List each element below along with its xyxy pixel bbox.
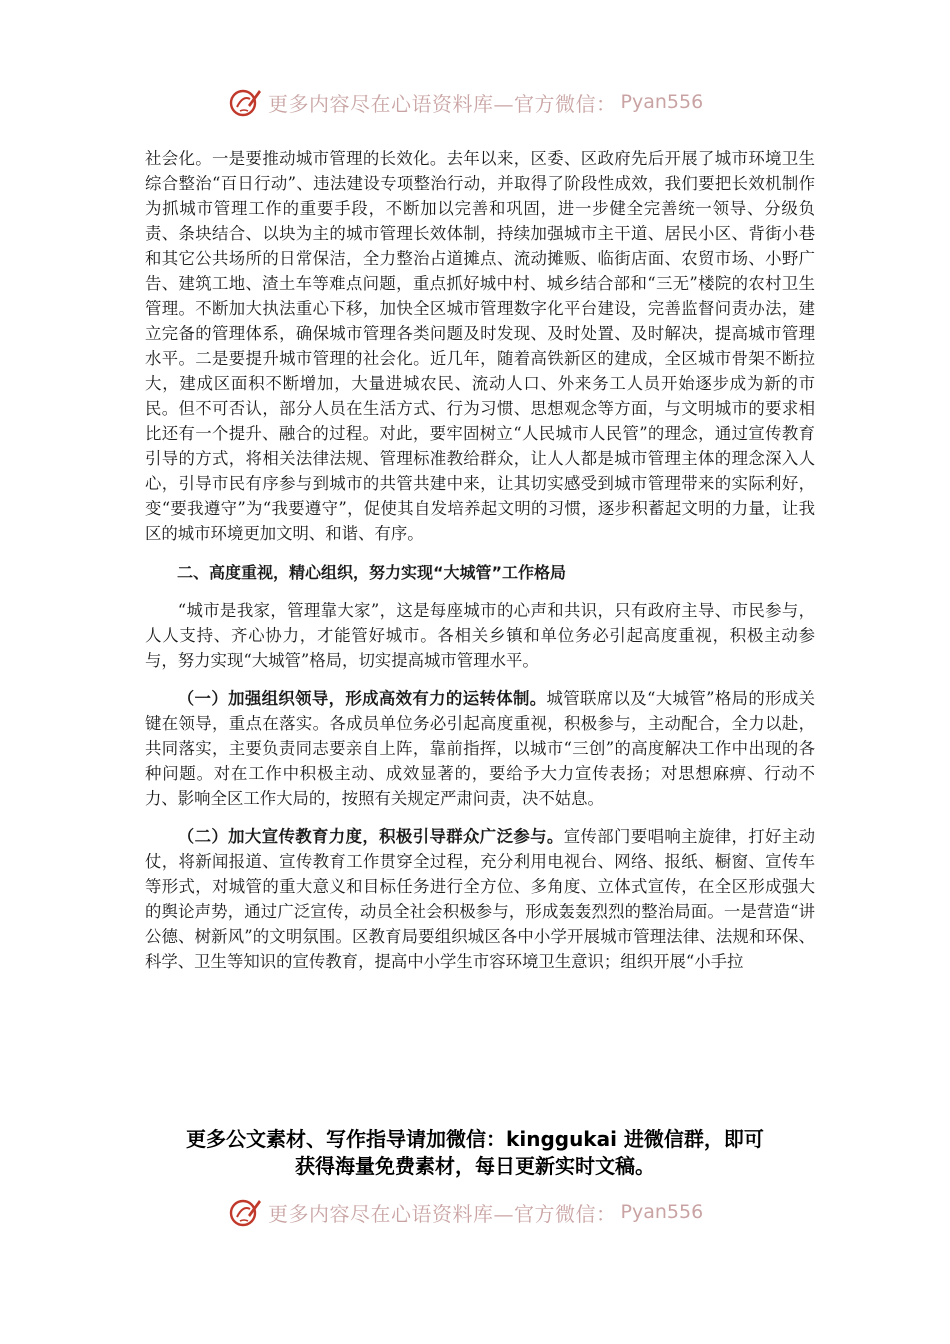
section-heading-2: 二、高度重视，精心组织，努力实现“大城管”工作格局: [177, 563, 567, 582]
promo-line-1: 更多公文素材、写作指导请加微信：kinggukai 进微信群，即可: [186, 1127, 764, 1151]
paragraph-4-body: 宣传部门要唱响主旋律，打好主动仗，将新闻报道、宣传教育工作贯穿全过程，充分利用电视台、网络、报纸、橱窗、宣传车等形式，对城管的重大意义和目标任务进行全方位、多角度、立体式宣传，在全区形成强大的舆论声势，通过广泛宣传，动员全社会积极参与，形成轰轰烈烈的整治局面。一是营造“讲公德、树新风”的文明氛围。区教育局要组织城区各中小学开展城市管理法律、法规和环保、科学、卫生等知识的宣传教育，提高中小学生市容环境卫生意识；组织开展“小手拉: [145, 827, 816, 971]
promo-notice: [130, 1126, 820, 1180]
watermark-wechat-id: Pyan556: [620, 91, 704, 113]
paragraph-4-lead: （二）加大宣传教育力度，积极引导群众广泛参与。: [177, 827, 564, 846]
watermark-banner-bottom: [228, 1192, 748, 1232]
watermark-text: 更多内容尽在心语资料库—官方微信：: [268, 91, 617, 116]
paragraph-1: 社会化。一是要推动城市管理的长效化。去年以来，区委、区政府先后开展了城市环境卫生综合整治“百日行动”、违法建设专项整治行动，并取得了阶段性成效，我们要把长效机制作为抓城市管理工作的重要手段，不断加以完善和巩固，进一步健全完善统一领导、分级负责、条块结合、以块为主的城市管理长效体制，持续加强城市主干道、居民小区、背街小巷和其它公共场所的日常保洁，全力整治占道摊点、流动摊贩、临街店面、农贸市场、小野广告、建筑工地、渣土车等难点问题，重点抓好城中村、城乡结合部和“三无”楼院的农村卫生管理。不断加大执法重心下移，加快全区城市管理数字化平台建设，完善监督问责办法，建立完备的管理体系，确保城市管理各类问题及时发现、及时处置、及时解决，提高城市管理水平。二是要提升城市管理的社会化。近几年，随着高铁新区的建成，全区城市骨架不断拉大，建成区面积不断增加，大量进城农民、流动人口、外来务工人员开始逐步成为新的市民。但不可否认，部分人员在生活方式、行为习惯、思想观念等方面，与文明城市的要求相比还有一个提升、融合的过程。对此，要牢固树立“人民城市人民管”的理念，通过宣传教育引导的方式，将相关法律法规、管理标准教给群众，让人人都是城市管理主体的理念深入人心，引导市民有序参与到城市的共管共建中来，让其切实感受到城市管理带来的实际利好，变“要我遵守”为“我要遵守”，促使其自发培养起文明的习惯，逐步积蓄起文明的力量，让我区的城市环境更加文明、和谐、有序。: [145, 149, 815, 543]
pen-logo-icon: [228, 1195, 262, 1229]
watermark-banner-top: [228, 82, 748, 122]
paragraph-3: [145, 686, 815, 811]
paragraph-3-lead: （一）加强组织领导，形成高效有力的运转体制。: [177, 689, 547, 708]
paragraph-3-body: 城管联席以及“大城管”格局的形成关键在领导，重点在落实。各成员单位务必引起高度重视，积极参与，主动配合，全力以赴，共同落实，主要负责同志要亲自上阵，靠前指挥，以城市“三创”的高度解决工作中出现的各种问题。对在工作中积极主动、成效显著的，要给予大力宣传表扬；对思想麻痹、行动不力、影响全区工作大局的，按照有关规定严肃问责，决不姑息。: [145, 689, 816, 808]
promo-line-2: 获得海量免费素材，每日更新实时文稿。: [295, 1154, 655, 1178]
pen-logo-icon: [228, 85, 262, 119]
paragraph-4: [145, 824, 815, 974]
paragraph-2: “城市是我家，管理靠大家”，这是每座城市的心声和共识，只有政府主导、市民参与，人人支持、齐心协力，才能管好城市。各相关乡镇和单位务必引起高度重视，积极主动参与，努力实现“大城管”格局，切实提高城市管理水平。: [145, 601, 815, 670]
watermark-text: 更多内容尽在心语资料库—官方微信：: [268, 1201, 617, 1226]
document-body: [145, 146, 815, 974]
watermark-wechat-id: Pyan556: [620, 1201, 704, 1223]
